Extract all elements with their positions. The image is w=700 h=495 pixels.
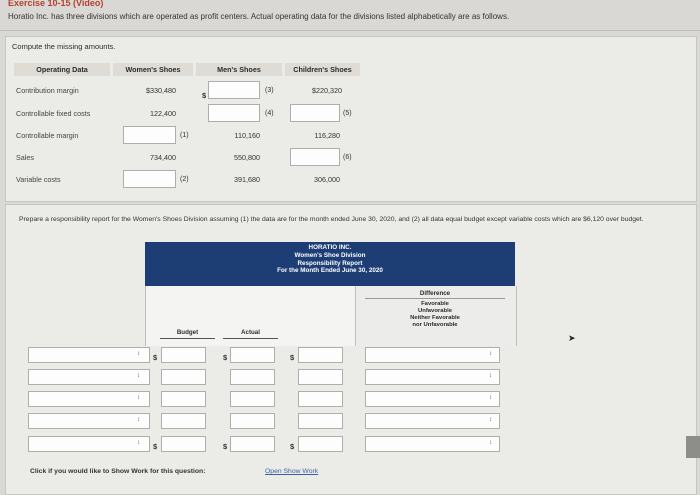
mens-contribution-margin-input[interactable]: [208, 81, 260, 99]
dollar-sign: $: [153, 442, 158, 451]
difference-unfavorable: Unfavorable: [417, 308, 453, 314]
row-label-controllable-fixed-costs: Controllable fixed costs: [16, 109, 91, 118]
row-label-contribution-margin: Contribution margin: [16, 86, 79, 95]
part2-instruction: Prepare a responsibility report for the Women's Shoes Division assuming (1) the data are for the month ended June 30, 2020, and (2) all data equal budget except variable costs which are $6,120 over budget.: [19, 216, 644, 223]
report-division: Women's Shoe Division: [294, 251, 366, 259]
answer-tag-3: (3): [265, 87, 274, 94]
report-difference-input-2[interactable]: [298, 369, 343, 385]
row-label-sales: Sales: [16, 153, 34, 162]
select-arrow-icon: ↕: [489, 417, 492, 423]
mouse-cursor-icon: ➤: [568, 333, 576, 343]
report-difference-select-1[interactable]: [365, 347, 500, 363]
answer-tag-1: (1): [180, 132, 189, 139]
column-header-childrens-shoes: Children's Shoes: [285, 63, 360, 76]
difference-favorable: Favorable: [421, 301, 449, 307]
select-arrow-icon: ↕: [137, 395, 140, 401]
compute-panel: [5, 36, 697, 202]
report-name: Responsibility Report: [297, 259, 363, 267]
dollar-sign: $: [223, 442, 228, 451]
difference-neither: Neither Favorable: [410, 315, 460, 321]
report-item-select-2[interactable]: [28, 369, 150, 385]
edge-widget[interactable]: [686, 436, 700, 458]
select-arrow-icon: ↕: [137, 351, 140, 357]
budget-underline: [160, 338, 215, 339]
dollar-sign: $: [290, 353, 295, 362]
select-arrow-icon: ↕: [489, 440, 492, 446]
dollar-sign: $: [223, 353, 228, 362]
show-work-prompt: Click if you would like to Show Work for this question:: [30, 468, 206, 475]
womens-controllable-fixed-costs: 122,400: [150, 109, 176, 118]
mens-variable-costs: 391,680: [234, 175, 260, 184]
budget-column-header: Budget: [176, 329, 199, 336]
childrens-controllable-margin: 116,280: [314, 131, 340, 140]
womens-sales: 734,400: [150, 153, 176, 162]
column-header-operating-data: Operating Data: [14, 63, 110, 76]
report-difference-select-4[interactable]: [365, 413, 500, 429]
childrens-contribution-margin: $220,320: [312, 86, 342, 95]
report-item-select-3[interactable]: [28, 391, 150, 407]
select-arrow-icon: ↕: [137, 373, 140, 379]
difference-divider: [365, 298, 505, 299]
report-difference-select-5[interactable]: [365, 436, 500, 452]
row-label-variable-costs: Variable costs: [16, 175, 61, 184]
womens-contribution-margin: $330,480: [146, 86, 176, 95]
mens-sales: 550,800: [234, 153, 260, 162]
select-arrow-icon: ↕: [489, 395, 492, 401]
report-budget-input-2[interactable]: [161, 369, 206, 385]
dollar-sign: $: [153, 353, 158, 362]
report-difference-select-3[interactable]: [365, 391, 500, 407]
report-difference-input-4[interactable]: [298, 413, 343, 429]
childrens-variable-costs: 306,000: [314, 175, 340, 184]
report-actual-input-3[interactable]: [230, 391, 275, 407]
select-arrow-icon: ↕: [137, 417, 140, 423]
childrens-sales-input[interactable]: [290, 148, 340, 166]
childrens-controllable-fixed-costs-input[interactable]: [290, 104, 340, 122]
row-label-controllable-margin: Controllable margin: [16, 131, 79, 140]
womens-variable-costs-input[interactable]: [123, 170, 176, 188]
answer-tag-4: (4): [265, 110, 274, 117]
report-difference-input-3[interactable]: [298, 391, 343, 407]
mens-controllable-margin: 110,160: [234, 131, 260, 140]
open-show-work-link[interactable]: Open Show Work: [265, 468, 319, 475]
divider: [0, 30, 700, 31]
report-actual-input-5[interactable]: [230, 436, 275, 452]
report-budget-input-3[interactable]: [161, 391, 206, 407]
report-difference-input-5[interactable]: [298, 436, 343, 452]
report-period: For the Month Ended June 30, 2020: [277, 267, 383, 275]
actual-underline: [223, 338, 278, 339]
answer-tag-6: (6): [343, 154, 352, 161]
report-actual-input-1[interactable]: [230, 347, 275, 363]
exercise-description: Horatio Inc. has three divisions which are operated as profit centers. Actual operating data for the divisions listed alphabetically are as follows.: [8, 12, 510, 21]
report-item-select-4[interactable]: [28, 413, 150, 429]
part1-instruction: Compute the missing amounts.: [12, 42, 116, 51]
answer-tag-2: (2): [180, 176, 189, 183]
report-difference-input-1[interactable]: [298, 347, 343, 363]
answer-tag-5: (5): [343, 110, 352, 117]
dollar-sign: $: [290, 442, 295, 451]
column-header-womens-shoes: Women's Shoes: [113, 63, 193, 76]
report-company: HORATIO INC.: [308, 244, 352, 251]
report-budget-input-4[interactable]: [161, 413, 206, 429]
select-arrow-icon: ↕: [137, 440, 140, 446]
report-budget-input-1[interactable]: [161, 347, 206, 363]
report-item-select-1[interactable]: [28, 347, 150, 363]
report-budget-input-5[interactable]: [161, 436, 206, 452]
report-header: [145, 242, 515, 286]
exercise-title: Exercise 10-15 (Video): [8, 0, 104, 8]
difference-nor-unfavorable: nor Unfavorable: [412, 322, 458, 328]
difference-title: Difference: [419, 290, 451, 297]
dollar-sign: $: [202, 91, 207, 100]
mens-controllable-fixed-costs-input[interactable]: [208, 104, 260, 122]
report-actual-input-2[interactable]: [230, 369, 275, 385]
select-arrow-icon: ↕: [489, 373, 492, 379]
select-arrow-icon: ↕: [489, 351, 492, 357]
womens-controllable-margin-input[interactable]: [123, 126, 176, 144]
report-difference-select-2[interactable]: [365, 369, 500, 385]
report-actual-input-4[interactable]: [230, 413, 275, 429]
report-item-select-5[interactable]: [28, 436, 150, 452]
column-header-mens-shoes: Men's Shoes: [196, 63, 282, 76]
actual-column-header: Actual: [241, 329, 260, 336]
